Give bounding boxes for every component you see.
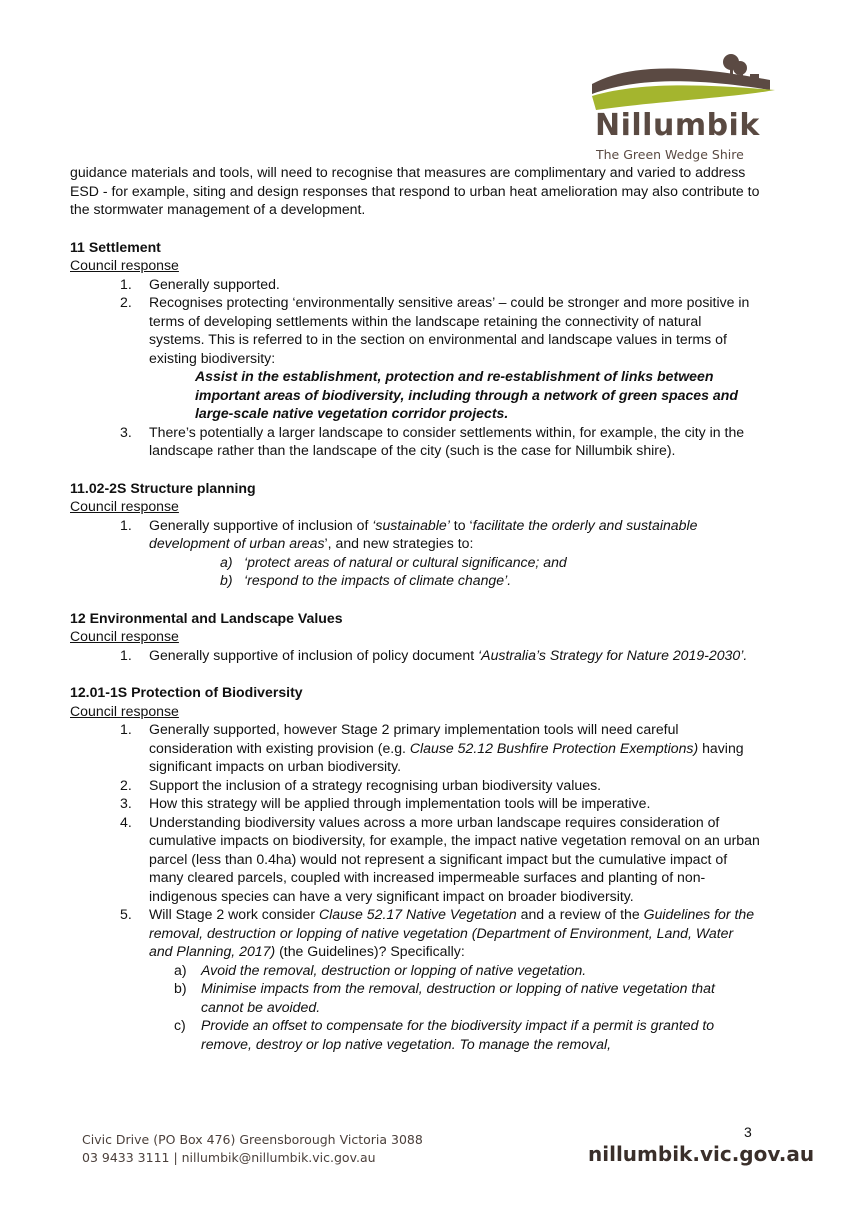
nillumbik-logo bbox=[590, 50, 780, 162]
document-body bbox=[70, 163, 760, 1053]
section-heading-structure-planning: 11.02-2S Structure planning bbox=[70, 479, 256, 496]
sub-list-item: b) ‘respond to the impacts of climate change’. bbox=[220, 572, 512, 588]
list-item: 2. Support the inclusion of a strategy recognising urban biodiversity values. bbox=[120, 776, 602, 793]
logo-tagline: The Green Wedge Shire bbox=[596, 147, 744, 162]
footer-postal-address: Civic Drive (PO Box 476) Greensborough Victoria 3088 bbox=[82, 1132, 423, 1147]
footer-contact: 03 9433 3111 | nillumbik@nillumbik.vic.gov.au bbox=[82, 1150, 376, 1165]
list-item: 4. Understanding biodiversity values across a more urban landscape requires consideration of cumulative impacts on biodiversity, for example, the impact native vegetation removal on an urban parcel (less than 0.4ha) would not represent a significant impact but the cumulative impact of many cleared parcels, coupled with increased impermeable surfaces and planting of non-indigenous species can have a very significant impact on broader biodiversity. bbox=[120, 813, 760, 904]
list-item: 1. Generally supported. bbox=[120, 275, 280, 292]
sub-list-item: a) ‘protect areas of natural or cultural significance; and bbox=[220, 553, 567, 570]
list-item: 3. There’s potentially a larger landscape to consider settlements within, for example, the city in the landscape rather than the landscape of the city (such is the case for Nillumbik shire). bbox=[120, 423, 745, 458]
list-item: 3. How this strategy will be applied through implementation tools will be imperative. bbox=[120, 795, 651, 811]
footer-website: nillumbik.vic.gov.au bbox=[588, 1142, 815, 1166]
section-heading-settlement: 11 Settlement bbox=[70, 238, 161, 255]
sub-list-item: c) Provide an offset to compensate for the biodiversity impact if a permit is granted to remove, destroy or lop native vegetation. To manage the removal, bbox=[174, 1017, 715, 1052]
council-response-label: Council response bbox=[70, 702, 179, 719]
list-item: 5. Will Stage 2 work consider Clause 52.17 Native Vegetation and a review of the Guidelines for the removal, destruction or lopping of native vegetation (Department of Environment, Land, Water and Planning, 2017) (the Guidelines)? Specifically: bbox=[120, 906, 755, 959]
footer-address bbox=[82, 1131, 423, 1167]
council-response-label: Council response bbox=[70, 257, 179, 273]
logo-wordmark: Nillumbik bbox=[595, 108, 760, 143]
sub-list-item: b) Minimise impacts from the removal, destruction or lopping of native vegetation that cannot be avoided. bbox=[174, 980, 715, 1015]
section-heading-biodiversity: 12.01-1S Protection of Biodiversity bbox=[70, 684, 303, 700]
list-item: 2. Recognises protecting ‘environmentally sensitive areas’ – could be stronger and more positive in terms of developing settlements within the landscape retaining the connectivity of natural systems. This is referred to in the section on environmental and landscape values in terms of existing biodiversity: bbox=[120, 294, 750, 366]
sub-list-item: a) Avoid the removal, destruction or lopping of native vegetation. bbox=[174, 961, 587, 978]
list-item: 1. Generally supportive of inclusion of policy document ‘Australia’s Strategy for Nature 2019-2030’. bbox=[120, 646, 748, 663]
list-item: 1. Generally supported, however Stage 2 primary implementation tools will need careful consideration with existing provision (e.g. Clause 52.12 Bushfire Protection Exemptions) having significant impacts on urban biodiversity. bbox=[120, 721, 744, 774]
intro-paragraph: guidance materials and tools, will need to recognise that measures are complimentary and varied to address ESD - for example, siting and design responses that respond to urban heat amelioration may also contribute to the stormwater management of a development. bbox=[70, 164, 760, 217]
council-response-label: Council response bbox=[70, 498, 179, 514]
landscape-tree-icon bbox=[590, 50, 780, 110]
council-response-label: Council response bbox=[70, 628, 179, 644]
page-number: 3 bbox=[744, 1124, 752, 1140]
list-item: 1. Generally supportive of inclusion of ‘sustainable’ to ‘facilitate the orderly and sustainable development of urban areas’, and new strategies to: bbox=[120, 516, 698, 551]
quoted-strategy: Assist in the establishment, protection and re-establishment of links between important areas of biodiversity, including through a network of green spaces and large-scale native vegetation corridor projects. bbox=[195, 368, 738, 421]
section-heading-environmental-landscape: 12 Environmental and Landscape Values bbox=[70, 609, 343, 626]
